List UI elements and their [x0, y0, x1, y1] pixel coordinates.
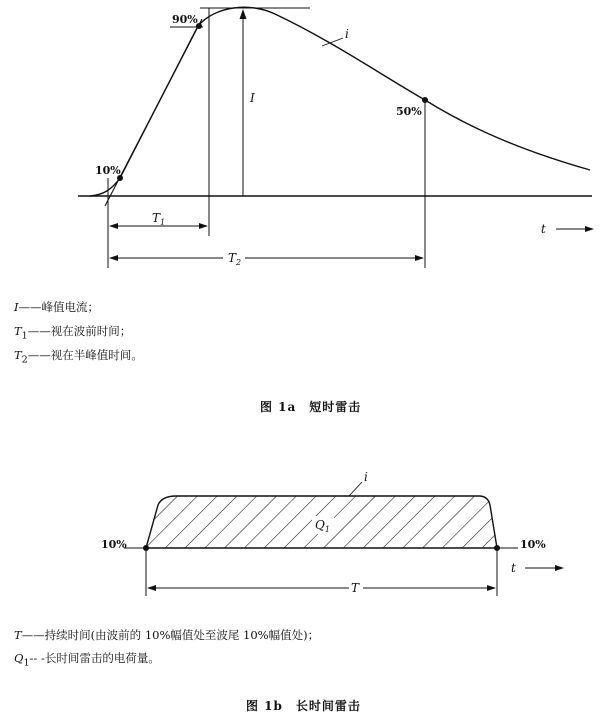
fig1b-legend-row-charge: [14, 651, 160, 670]
fig1a-t2-label: $T_2$: [228, 251, 242, 267]
fig1a-peak-arrowhead: [240, 9, 247, 19]
fig1a-peak-label: I: [250, 91, 255, 105]
fig1a-t2-sub: 2: [236, 258, 242, 267]
fig1b-point-left: [143, 545, 149, 551]
fig1a-t1-sub: 1: [160, 218, 166, 227]
fig1a-legend-symbol: I: [14, 300, 19, 314]
fig1b-label-right: 10%: [520, 538, 546, 551]
fig1a-axis-label: t: [541, 222, 546, 236]
fig1b-charge-label: $Q_1$: [315, 518, 330, 534]
fig1b-legend-symbol: Q: [14, 651, 24, 665]
fig1a-caption: 图 1a 短时雷击: [260, 400, 362, 414]
fig1b-caption: 图 1b 长时间雷击: [246, 699, 361, 713]
fig1a-legend-sub: 2: [21, 354, 28, 366]
fig1b-duration-label: T: [351, 581, 360, 595]
fig1a-point-50: [422, 97, 428, 103]
fig1a-t1-arrow-right: [199, 223, 208, 229]
fig1b-point-right: [494, 545, 500, 551]
fig1b-duration-arrow-right: [487, 585, 496, 591]
fig1b-legend-text: -- -长时间雷击的电荷量。: [29, 651, 160, 665]
fig1a-legend-sub: 1: [21, 330, 28, 342]
fig1b-label-left: 10%: [101, 538, 127, 551]
fig1b-legend-sub: 1: [23, 657, 30, 669]
fig1a-t2-arrow-left: [109, 255, 118, 261]
fig1b-charge-sub: 1: [324, 525, 330, 534]
fig1a-legend-row-t1: [14, 324, 131, 343]
fig1b-curve-leader: [349, 482, 362, 496]
fig1a-t1-arrow-left: [109, 223, 118, 229]
fig1b-legend-symbol: T: [14, 628, 22, 642]
fig1a-legend-symbol: T: [14, 348, 22, 362]
fig1b-legend-row-duration: [14, 628, 319, 647]
fig1a-waveform: [90, 7, 590, 196]
fig1a-t1-label: $T_1$: [152, 211, 166, 227]
fig1a-label-90: 90%: [172, 13, 198, 26]
fig1a-t2-arrow-right: [415, 255, 424, 261]
figure-1b: [101, 470, 564, 596]
fig1b-legend-text: ——持续时间(由波前的 10%幅值处至波尾 10%幅值处)；: [21, 628, 320, 642]
fig1a-legend-text: ——视在波前时间；: [27, 324, 132, 338]
fig1a-legend-row-peak: [14, 300, 99, 319]
fig1a-legend-text: ——视在半峰值时间。: [27, 348, 143, 362]
fig1b-time-arrowhead: [555, 565, 564, 571]
fig1a-curve-label: i: [345, 27, 349, 41]
fig1a-label-50: 50%: [396, 105, 422, 118]
fig1a-legend-row-t2: [14, 348, 143, 367]
fig1a-legend-text: ——峰值电流；: [18, 300, 100, 314]
fig1b-curve-label: i: [364, 470, 368, 484]
fig1b-duration-arrow-left: [147, 585, 156, 591]
fig1b-axis-label: t: [511, 561, 516, 575]
fig1a-time-arrowhead: [585, 226, 594, 232]
fig1a-legend-symbol: T: [14, 324, 22, 338]
figure-1a: [78, 7, 594, 268]
fig1a-label-10: 10%: [95, 164, 121, 177]
